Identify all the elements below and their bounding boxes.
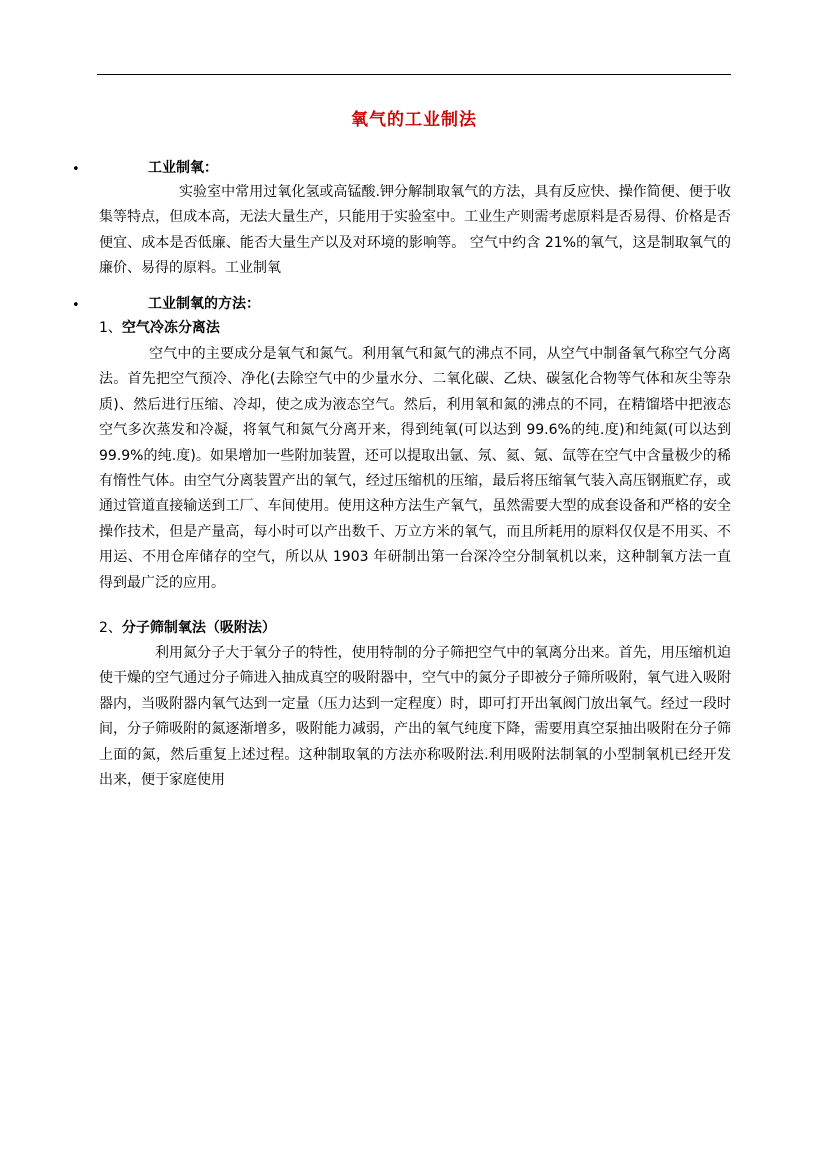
section-heading-methods: 工业制氧的方法： — [148, 296, 260, 312]
method-title: 空气冷冻分离法 — [121, 320, 220, 336]
bullet-point: • — [72, 298, 80, 313]
bullet-point: • — [72, 162, 80, 177]
method-number: 2、 — [99, 620, 122, 636]
method-number: 1、 — [99, 320, 122, 336]
method-heading-air-separation — [99, 318, 220, 338]
header-rule — [97, 74, 731, 75]
method-paragraph-air-separation: 空气中的主要成分是氧气和氮气。利用氧气和氮气的沸点不同，从空气中制备氧气称空气分离法。首先把空气预冷、净化(去除空气中的少量水分、二氧化碳、乙炔、碳氢化合物等气体和灰尘等杂质)、然后进行压缩、冷却，使之成为液态空气。然后，利用氧和氮的沸点的不同，在精馏塔中把液态空气多次蒸发和冷凝，将氧气和氮气分离开来，得到纯氧(可以达到 99.6%的纯.度)和纯氮(可以达到 99.9%的纯.度)。如果增加一些附加装置，还可以提取出氩、氖、氦、氪、氙等在空气中含量极少的稀有惰性气体。由空气分离装置产出的氧气，经过压缩机的压缩，最后将压缩氧气装入高压钢瓶贮存，或通过管道直接输送到工厂、车间使用。使用这种方法生产氧气，虽然需要大型的成套设备和严格的安全操作技术，但是产量高，每小时可以产出数千、万立方米的氧气，而且所耗用的原料仅仅是不用买、不用运、不用仓库储存的空气，所以从 1903 年研制出第一台深冷空分制氧机以来，这种制氧方法一直得到最广泛的应用。 — [99, 346, 731, 591]
method-title: 分子筛制氧法（吸附法） — [121, 620, 276, 636]
method-paragraph-molecular-sieve: 利用氮分子大于氧分子的特性，使用特制的分子筛把空气中的氧离分出来。首先，用压缩机迫使干燥的空气通过分子筛进入抽成真空的吸附器中，空气中的氮分子即被分子筛所吸附，氧气进入吸附器内，当吸附器内氧气达到一定量（压力达到一定程度）时，即可打开出氧阀门放出氧气。经过一段时间，分子筛吸附的氮逐渐增多，吸附能力减弱，产出的氧气纯度下降，需要用真空泵抽出吸附在分子筛上面的氮，然后重复上述过程。这种制取氧的方法亦称吸附法.利用吸附法制氧的小型制氧机已经开发出来，便于家庭使用 — [99, 645, 731, 789]
method-heading-molecular-sieve — [99, 618, 276, 638]
section-heading-industrial-oxygen: 工业制氧： — [148, 160, 218, 176]
section-paragraph-industrial-oxygen: 实验室中常用过氧化氢或高锰酸.钾分解制取氧气的方法，具有反应快、操作简便、便于收集等特点，但成本高，无法大量生产，只能用于实验室中。工业生产则需考虑原料是否易得、价格是否便宜、成本是否低廉、能否大量生产以及对环境的影响等。 空气中约含 21%的氧气，这是制取氧气的廉价、易得的原料。工业制氧 — [99, 184, 731, 277]
page-title: 氧气的工业制法 — [351, 110, 477, 130]
